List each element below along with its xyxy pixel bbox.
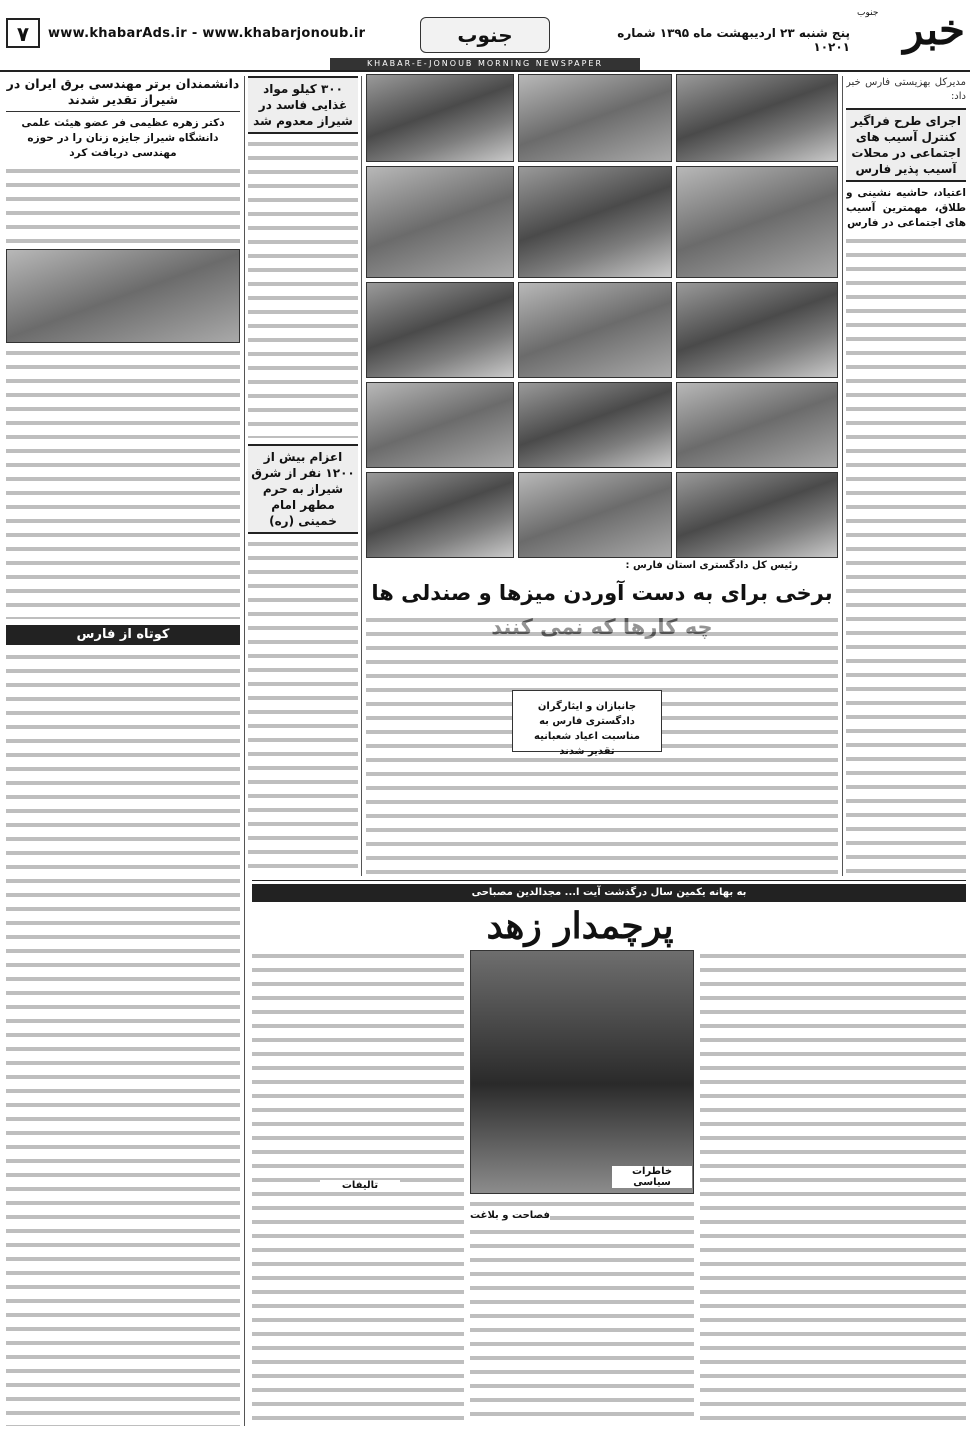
group-photo[interactable] <box>6 249 240 343</box>
photo[interactable] <box>676 472 838 558</box>
column-divider <box>244 76 245 1426</box>
engineers-lead: دکتر زهره عظیمی فر عضو هیئت علمی دانشگاه شیراز جایزه زنان را در حوزه مهندسی دریافت کرد <box>21 117 225 159</box>
food-headline: ۳۰۰ کیلو مواد غذایی فاسد در شیراز معدوم شد <box>248 76 358 134</box>
issue-dateline: پنج شنبه ۲۳ اردیبهشت ماه ۱۳۹۵ شماره ۱۰۲۰۱ <box>617 26 850 54</box>
header-rule <box>0 70 970 72</box>
photo[interactable] <box>518 472 672 558</box>
food-body-text <box>248 138 358 438</box>
portrait-photo[interactable] <box>470 950 694 1194</box>
newspaper-logo <box>855 4 965 56</box>
feature-subhead: خاطرات سیاسی <box>612 1166 692 1188</box>
photo[interactable] <box>676 166 838 278</box>
logo-wordmark: خبر <box>903 5 965 54</box>
logo-subtitle: جنوب <box>857 8 879 18</box>
photo[interactable] <box>518 282 672 378</box>
photo[interactable] <box>366 382 514 468</box>
pilgrim-headline: اعزام بیش از ۱۲۰۰ نفر از شرق شیراز به حرم مطهر امام خمینی (ره) <box>248 444 358 534</box>
photo[interactable] <box>676 74 838 162</box>
photo[interactable] <box>366 282 514 378</box>
pilgrim-body-text <box>248 538 358 876</box>
photo[interactable] <box>518 74 672 162</box>
masthead <box>0 0 970 68</box>
photo[interactable] <box>518 166 672 278</box>
welfare-body-text <box>846 235 966 875</box>
website-url[interactable]: www.khabarAds.ir - www.khabarjonoub.ir <box>48 26 366 41</box>
judiciary-headline: برخی برای به دست آوردن میزها و صندلی ها <box>371 581 833 605</box>
judiciary-inset-box: جانبازان و ایثارگران دادگستری فارس به مناسبت اعیاد شعبانیه تقدیر شدند <box>512 690 662 752</box>
feature-subhead: تالیفات <box>320 1180 400 1191</box>
photo[interactable] <box>366 166 514 278</box>
engineers-body-text <box>6 165 240 245</box>
welfare-story <box>846 76 966 876</box>
feature-body-col-2 <box>470 1198 694 1426</box>
column-divider <box>361 76 362 876</box>
column-divider <box>842 76 843 876</box>
engineers-body-text-2 <box>6 347 240 619</box>
photo[interactable] <box>676 282 838 378</box>
photo[interactable] <box>676 382 838 468</box>
feature-body-col-3 <box>700 950 966 1426</box>
judiciary-kicker: رئیس کل دادگستری استان فارس : <box>625 560 798 571</box>
section-title: جنوب <box>420 17 550 53</box>
photo-gallery <box>366 74 838 558</box>
english-banner: KHABAR-E-JONOUB MORNING NEWSPAPER <box>330 58 640 70</box>
photo[interactable] <box>366 74 514 162</box>
engineers-headline: دانشمندان برتر مهندسی برق ایران در شیراز تقدیر شدند <box>6 76 240 112</box>
photo[interactable] <box>366 472 514 558</box>
feature-kicker: به بهانه یکمین سال درگذشت آیت ا... مجدالدین مصباحی <box>252 884 966 902</box>
feature-headline: پرچمدار زهد <box>486 905 674 947</box>
food-story <box>248 76 358 876</box>
welfare-headline: اجرای طرح فراگیر کنترل آسیب های اجتماعی در محلات آسیب پذیر فارس <box>846 108 966 182</box>
brief-news-body <box>6 651 240 1426</box>
photo[interactable] <box>518 382 672 468</box>
feature-subhead: فصاحت و بلاغت <box>470 1210 550 1221</box>
welfare-lead: اعتیاد، حاشیه نشینی و طلاق، مهمترین آسیب های اجتماعی در فارس <box>846 187 966 229</box>
page-number: ۷ <box>6 18 40 48</box>
engineers-story <box>6 76 240 1426</box>
brief-news-tag: کوتاه از فارس <box>6 625 240 645</box>
welfare-kicker: مدیرکل بهزیستی فارس خبر داد: <box>846 77 966 102</box>
feature-rule <box>252 880 966 881</box>
